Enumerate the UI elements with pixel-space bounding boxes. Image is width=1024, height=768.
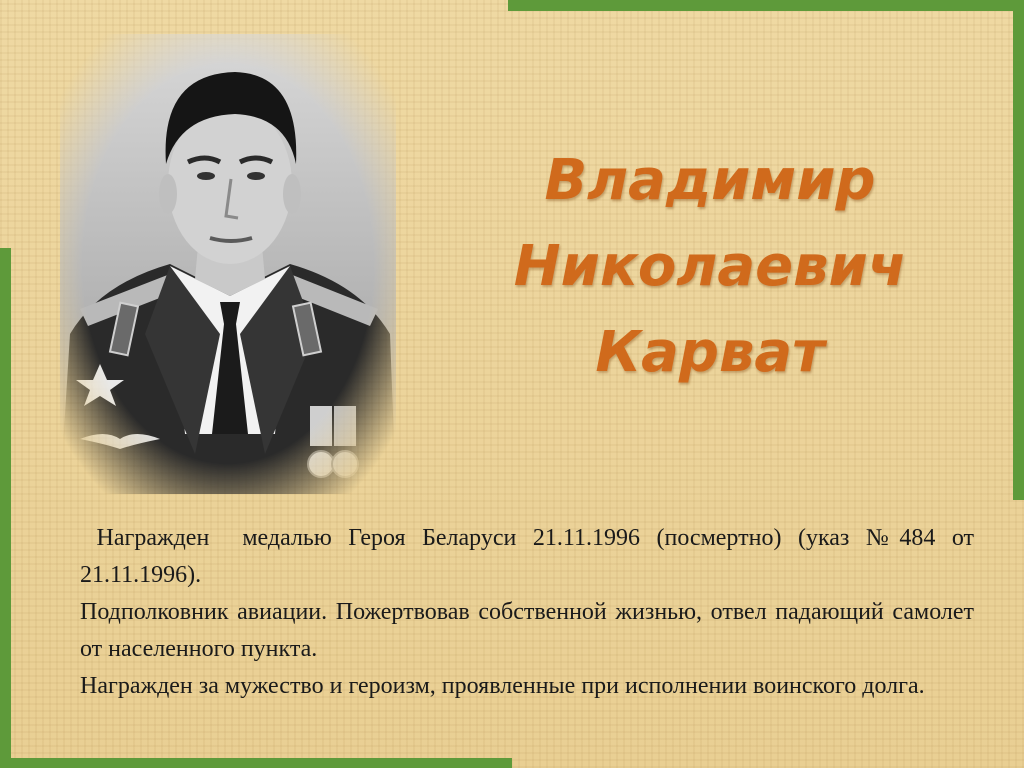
first-name: Владимир xyxy=(544,148,876,213)
hero-name xyxy=(430,138,990,396)
frame-bottom-border xyxy=(0,758,512,768)
last-name: Карват xyxy=(595,320,825,385)
biography-text xyxy=(80,520,981,705)
patronymic: Николаевич xyxy=(513,234,907,299)
frame-top-border xyxy=(508,0,1024,11)
frame-right-border xyxy=(1013,0,1024,500)
honor-paragraph: Награжден за мужество и героизм, проявленные при исполнении воинского долга. xyxy=(80,673,925,699)
portrait-photo xyxy=(60,34,396,494)
award-paragraph: Награжден медалью Героя Беларуси 21.11.1996 (посмертно) (указ №484 от 21.11.1996). xyxy=(80,525,981,588)
deed-paragraph: Подполковник авиации. Пожертвовав собственной жизнью, отвел падающий самолет от населенного пункта. xyxy=(80,599,974,662)
frame-left-border xyxy=(0,248,11,768)
